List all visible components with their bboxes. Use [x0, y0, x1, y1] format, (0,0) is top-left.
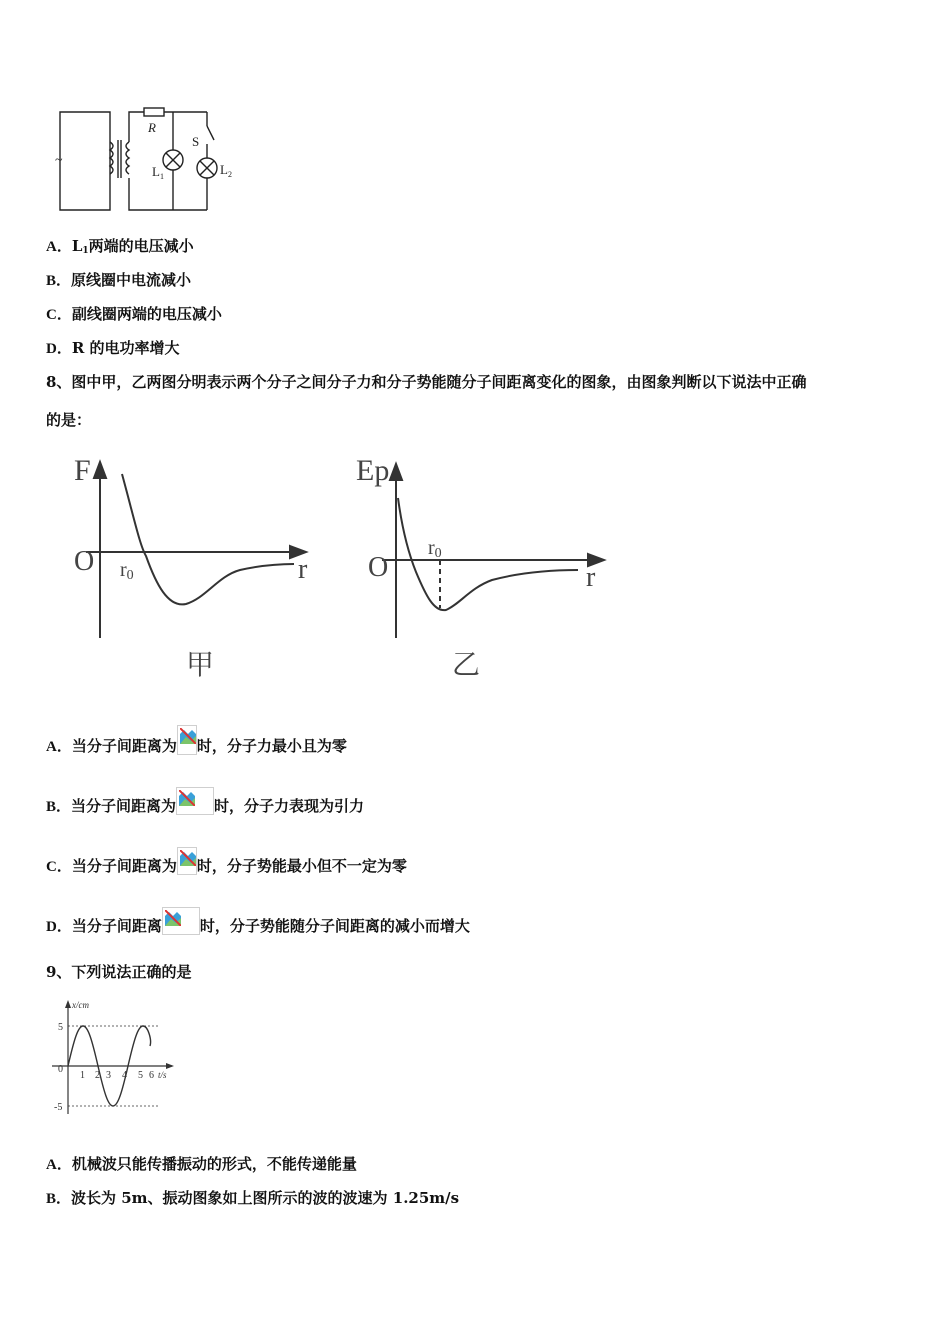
q8-stem-line2: 的是： — [46, 411, 92, 429]
graph-caption-yi: 乙 — [452, 650, 481, 681]
potential-energy-graph-yi — [352, 448, 614, 688]
r0-label: r0 — [428, 537, 442, 561]
q7-option-d — [46, 338, 180, 359]
option-letter: A． — [46, 239, 72, 255]
x-tick: 5 — [138, 1070, 143, 1081]
option-letter: B． — [46, 1191, 72, 1207]
option-letter: C． — [46, 307, 72, 323]
lamp1-label: $L_1$ — [152, 164, 164, 181]
x-tick: 1 — [80, 1070, 85, 1081]
q7-option-b — [46, 270, 191, 291]
option-letter: B． — [46, 799, 72, 815]
option-text: 副线圈两端的电压减小 — [71, 305, 222, 323]
force-graph-jia — [68, 448, 328, 688]
option-letter: D． — [46, 919, 72, 935]
option-text-pre: 当分子间距离为 — [71, 797, 177, 815]
oscillation-graph — [48, 996, 180, 1118]
q9-stem: 9、下列说法正确的是 — [46, 963, 192, 981]
x-axis-label: r — [586, 562, 596, 593]
q9-option-a — [46, 1154, 357, 1175]
option-symbol: L — [71, 237, 83, 255]
x-tick: 6 — [149, 1070, 154, 1081]
r0-label: r0 — [120, 559, 134, 583]
option-text: 波长为 5m、振动图象如上图所示的波的波速为 1.25m/s — [71, 1189, 460, 1207]
option-letter: D． — [46, 341, 72, 357]
q8-option-d — [46, 916, 470, 937]
source-symbol: ~ — [55, 153, 63, 168]
y-axis-label: F — [74, 454, 91, 487]
x-axis-arrow — [166, 1063, 174, 1069]
option-text: 两端的电压减小 — [88, 237, 194, 255]
option-text-post: 时，分子势能最小但不一定为零 — [196, 857, 407, 875]
option-text-pre: 当分子间距离为 — [71, 737, 177, 755]
q8-option-b — [46, 796, 364, 817]
origin-label: O — [368, 552, 389, 583]
option-text-post: 时，分子力最小且为零 — [196, 737, 347, 755]
x-axis-label: t/s — [158, 1070, 167, 1080]
y-axis-arrow — [65, 1000, 71, 1008]
option-letter: A． — [46, 739, 72, 755]
q7-option-c — [46, 304, 222, 325]
broken-image-icon — [177, 847, 197, 875]
y-tick-max: 5 — [58, 1022, 63, 1033]
graph-caption-jia: 甲 — [186, 650, 215, 681]
q8-option-c — [46, 856, 407, 877]
force-curve — [122, 474, 294, 604]
broken-image-icon — [162, 907, 200, 935]
option-text-post: 时，分子力表现为引力 — [214, 797, 365, 815]
origin-label: O — [74, 546, 95, 577]
broken-image-icon — [176, 787, 214, 815]
broken-image-icon — [177, 725, 197, 755]
y-axis-label: x/cm — [72, 1000, 89, 1010]
option-letter: B． — [46, 273, 72, 289]
q8-option-a — [46, 736, 347, 757]
option-text-post: 时，分子势能随分子间距离的减小而增大 — [199, 917, 470, 935]
option-letter: A． — [46, 1157, 72, 1173]
option-letter: C． — [46, 859, 72, 875]
transformer-circuit-figure — [52, 100, 242, 218]
option-text: 机械波只能传播振动的形式，不能传递能量 — [71, 1155, 357, 1173]
option-text-pre: 当分子间距离 — [71, 917, 162, 935]
x-tick: 4 — [122, 1070, 127, 1081]
x-axis-label: r — [298, 554, 308, 585]
x-tick: 2 — [95, 1070, 100, 1081]
x-tick: 3 — [106, 1070, 111, 1081]
resistor-label: R — [148, 120, 156, 135]
q8-stem-line1: 8、图中甲，乙两图分明表示两个分子之间分子力和分子势能随分子间距离变化的图象，由图象判断以下说法中正确 — [46, 373, 807, 391]
option-text-pre: 当分子间距离为 — [71, 857, 177, 875]
y-axis-label: Ep — [356, 454, 390, 487]
y-axis-arrow — [390, 464, 402, 480]
q7-option-a — [46, 236, 194, 261]
y-tick-min: -5 — [54, 1102, 63, 1113]
option-text: R 的电功率增大 — [71, 339, 180, 357]
option-text: 原线圈中电流减小 — [71, 271, 192, 289]
q9-option-b — [46, 1188, 459, 1209]
y-axis-arrow — [94, 462, 106, 478]
lamp2-label: $L_2$ — [220, 162, 232, 179]
option-symbol-sub: 1 — [82, 246, 89, 256]
switch-label: S — [192, 134, 200, 149]
potential-curve — [398, 498, 578, 610]
origin-label: 0 — [58, 1064, 63, 1075]
